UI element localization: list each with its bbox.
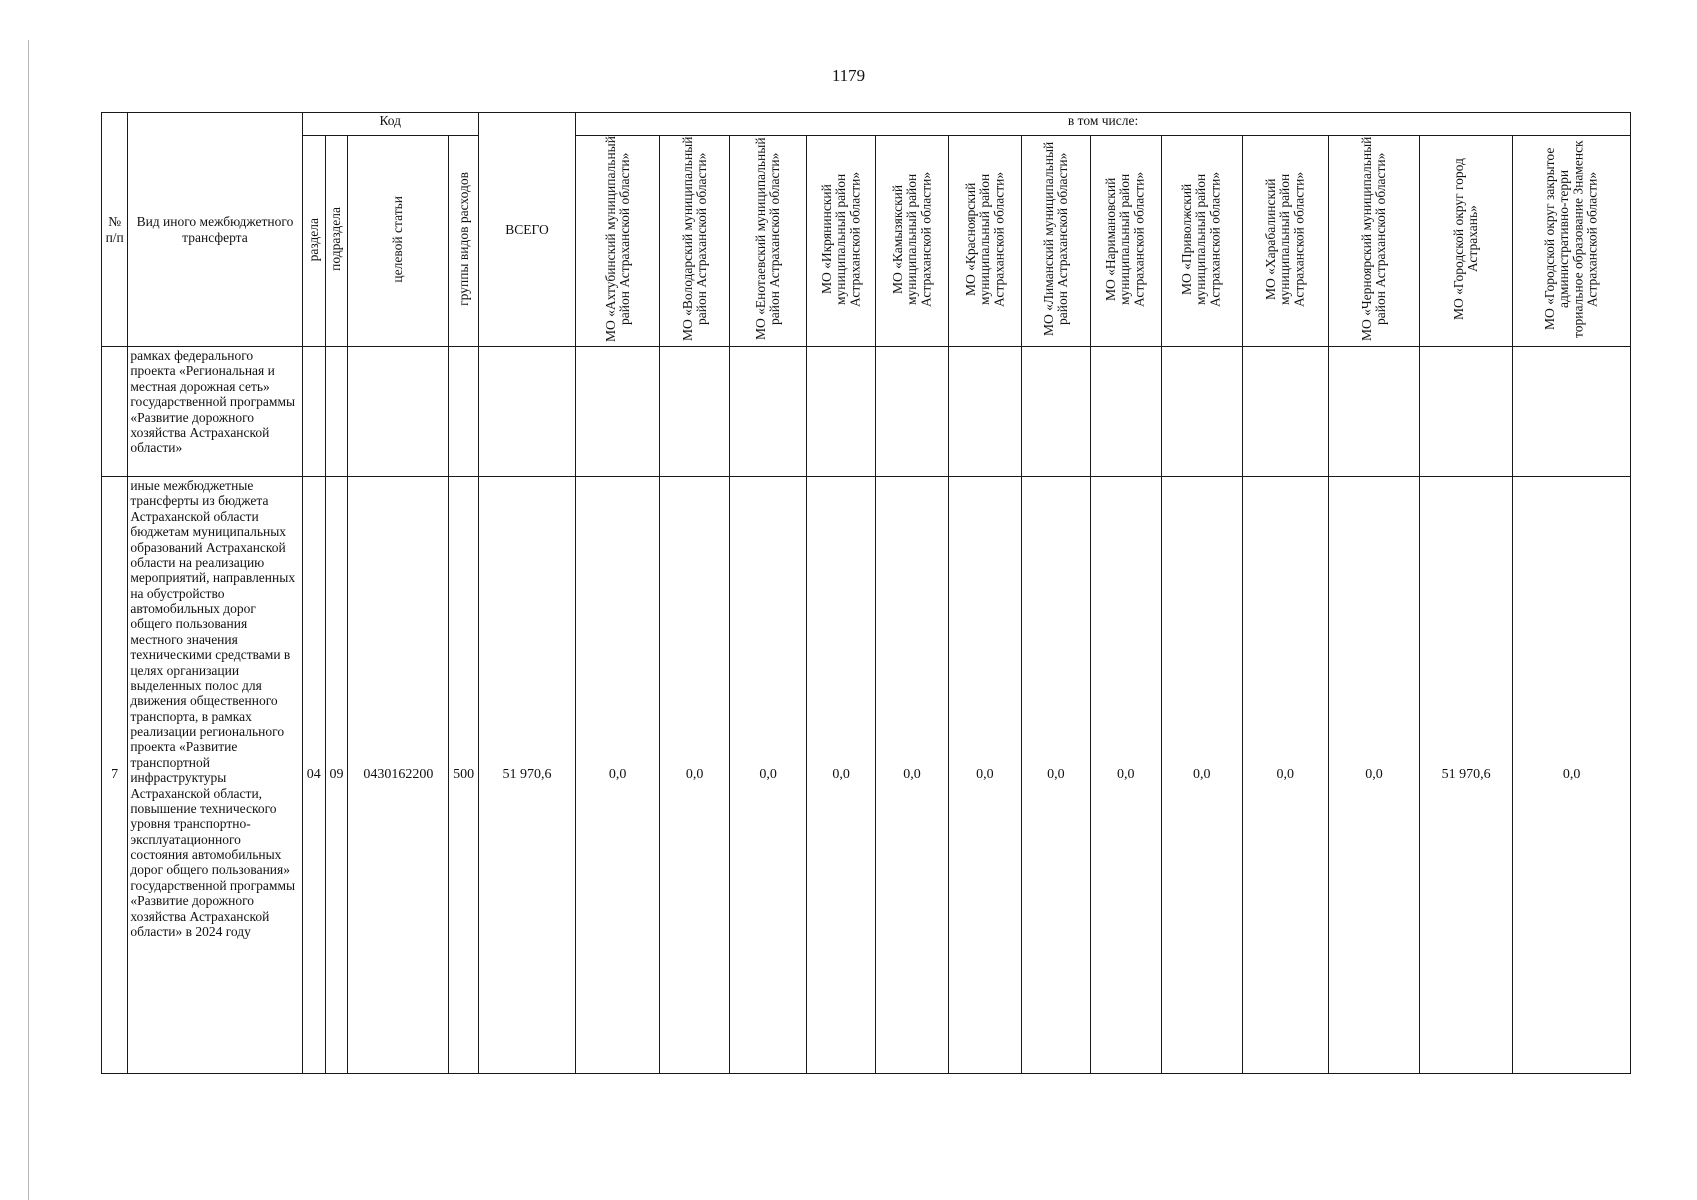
header-mo-chernoyarsky: МО «Черноярский муниципальный район Астраханской области» [1328, 136, 1419, 347]
header-code-group: Код [302, 113, 478, 136]
header-mo-kamyzyaksky: МО «Камызякский муниципальный район Астраханской области» [876, 136, 949, 347]
table-row [102, 347, 1631, 477]
row-value: 0,0 [1242, 477, 1328, 1074]
header-code-podrazdel: подраздела [325, 136, 347, 347]
row-value: 0,0 [576, 477, 660, 1074]
row-value: 0,0 [1090, 477, 1161, 1074]
header-mo-enotaevsky: МО «Енотаевский муниципальный район Астраханской области» [730, 136, 807, 347]
row-razdel: 04 [302, 477, 325, 1074]
header-total: ВСЕГО [478, 113, 575, 347]
row-value [1513, 347, 1631, 477]
table-row [102, 477, 1631, 1074]
header-num: № п/п [102, 113, 128, 347]
scan-edge-line [28, 40, 29, 1200]
row-total: 51 970,6 [478, 477, 575, 1074]
row-value [1328, 347, 1419, 477]
row-value [660, 347, 730, 477]
row-value [807, 347, 876, 477]
header-mo-astrakhan: МО «Городской округ город Астрахань» [1420, 136, 1513, 347]
header-mo-krasnoyarsky: МО «Красноярский муниципальный район Астраханской области» [948, 136, 1021, 347]
row-value [876, 347, 949, 477]
header-row-columns [102, 136, 1631, 347]
row-value [730, 347, 807, 477]
row-num: 7 [102, 477, 128, 1074]
header-code-razdel: раздела [302, 136, 325, 347]
row-value [1161, 347, 1242, 477]
header-mo-kharabalinsky: МО «Харабалинский муниципальный район Астраханской области» [1242, 136, 1328, 347]
transfer-table [101, 112, 1631, 1074]
row-value: 0,0 [807, 477, 876, 1074]
row-description: иные межбюджетные трансферты из бюджета Астраханской области бюджетам муниципальных образований Астраханской области на реализацию мероприятий, направленных на обустройство автомобильных дорог общего пользования местного значения техническими средствами в целях организации выделенных полос для движения общественного транспорта, в рамках реализации регионального проекта «Развитие транспортной инфраструктуры Астраханской области, повышение технического уровня транспортно-эксплуатационного состояния автомобильных дорог общего пользования» государственной программы «Развитие дорожного хозяйства Астраханской области» в 2024 году [128, 477, 302, 1074]
row-gruppa: 500 [449, 477, 478, 1074]
row-value: 0,0 [948, 477, 1021, 1074]
header-transfer-type: Вид иного межбюджетного трансферта [128, 113, 302, 347]
header-mo-ikryaninsky: МО «Икрянинский муниципальный район Астраханской области» [807, 136, 876, 347]
row-value [1090, 347, 1161, 477]
header-mo-volodarsky: МО «Володарский муниципальный район Астраханской области» [660, 136, 730, 347]
row-num [102, 347, 128, 477]
row-value: 0,0 [1513, 477, 1631, 1074]
row-description: рамках федерального проекта «Региональная и местная дорожная сеть» государственной программы «Развитие дорожного хозяйства Астраханской области» [128, 347, 302, 477]
row-value [1021, 347, 1090, 477]
row-razdel [302, 347, 325, 477]
row-value [948, 347, 1021, 477]
header-mo-privolzhsky: МО «Приволжский муниципальный район Астраханской области» [1161, 136, 1242, 347]
row-value [1420, 347, 1513, 477]
row-value: 0,0 [876, 477, 949, 1074]
row-value: 0,0 [1161, 477, 1242, 1074]
header-code-gruppa: группы видов расходов [449, 136, 478, 347]
row-podrazdel [325, 347, 347, 477]
row-value: 0,0 [660, 477, 730, 1074]
header-code-celevaya: целевой статьи [348, 136, 449, 347]
row-total [478, 347, 575, 477]
row-podrazdel: 09 [325, 477, 347, 1074]
row-celevaya: 0430162200 [348, 477, 449, 1074]
page-number: 1179 [831, 66, 866, 85]
row-value: 0,0 [1021, 477, 1090, 1074]
row-celevaya [348, 347, 449, 477]
header-mo-narimanovsky: МО «Наримановский муниципальный район Астраханской области» [1090, 136, 1161, 347]
header-row-top [102, 113, 1631, 136]
row-value: 51 970,6 [1420, 477, 1513, 1074]
header-mo-akhtubinsky: МО «Ахтубинский муниципальный район Астраханской области» [576, 136, 660, 347]
row-value: 0,0 [1328, 477, 1419, 1074]
row-value: 0,0 [730, 477, 807, 1074]
header-mo-znamensk: МО «Городской округ закрытое административно-терри ториальное образование Знаменск Астраханской области» [1513, 136, 1631, 347]
header-mo-limansky: МО «Лиманский муниципальный район Астраханской области» [1021, 136, 1090, 347]
row-value [576, 347, 660, 477]
header-including: в том числе: [576, 113, 1631, 136]
row-value [1242, 347, 1328, 477]
row-gruppa [449, 347, 478, 477]
